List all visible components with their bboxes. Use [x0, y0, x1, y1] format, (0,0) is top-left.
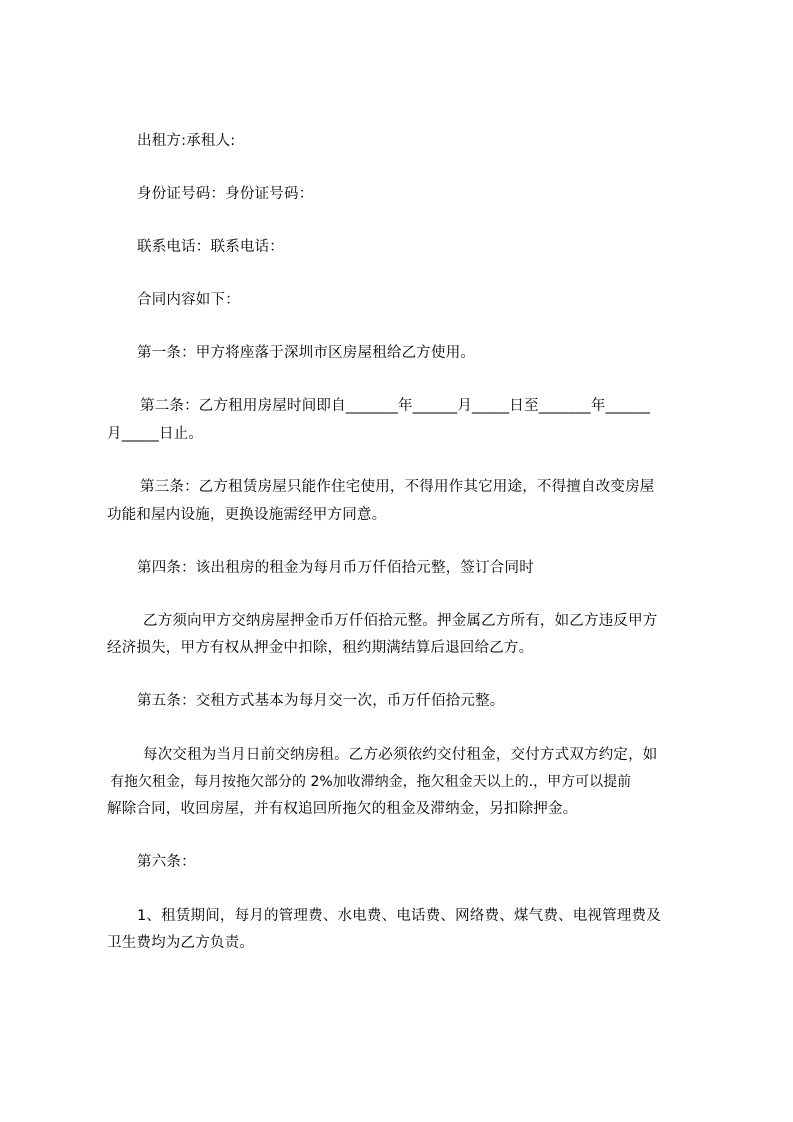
article-6-item-1-line-1: 1、租赁期间，每月的管理费、水电费、电话费、网络费、煤气费、电视管理费及	[137, 908, 661, 924]
deposit-line-2: 经济损失，甲方有权从押金中扣除，租约期满结算后退回给乙方。	[107, 640, 534, 656]
contract-intro-line: 合同内容如下：	[137, 292, 240, 308]
article-5-line: 第五条：交租方式基本为每月交一次，币万仟佰拾元整。	[137, 693, 505, 709]
article-6-line: 第六条：	[137, 854, 196, 870]
payment-line-1: 每次交租为当月日前交纳房租。乙方必须依约交付租金，交付方式双方约定，如	[143, 747, 658, 763]
article-3-line-1: 第三条：乙方租赁房屋只能作住宅使用，不得用作其它用途，不得擅自改变房屋	[140, 479, 655, 495]
article-4-line: 第四条：该出租房的租金为每月币万仟佰拾元整，签订合同时	[137, 560, 534, 576]
article-6-item-1-line-2: 卫生费均为乙方负责。	[107, 935, 254, 951]
article-2-line-2: 月_____日止。	[107, 426, 204, 442]
article-1-line: 第一条：甲方将座落于深圳市区房屋租给乙方使用。	[137, 345, 476, 361]
deposit-line-1: 乙方须向甲方交纳房屋押金币万仟佰拾元整。押金属乙方所有，如乙方违反甲方	[143, 613, 658, 629]
id-number-line: 身份证号码：身份证号码：	[137, 186, 314, 202]
article-2-line-1: 第二条：乙方租用房屋时间即自_______年______月_____日至_______年______	[140, 398, 651, 414]
article-3-line-2: 功能和屋内设施，更换设施需经甲方同意。	[107, 507, 387, 523]
landlord-tenant-line: 出租方:承租人:	[137, 133, 236, 149]
payment-line-3: 解除合同，收回房屋，并有权追回所拖欠的租金及滞纳金，另扣除押金。	[107, 801, 578, 817]
phone-line: 联系电话：联系电话：	[137, 239, 284, 255]
payment-line-2: 有拖欠租金，每月按拖欠部分的 2%加收滞纳金，拖欠租金天以上的.，甲方可以提前	[110, 774, 632, 790]
